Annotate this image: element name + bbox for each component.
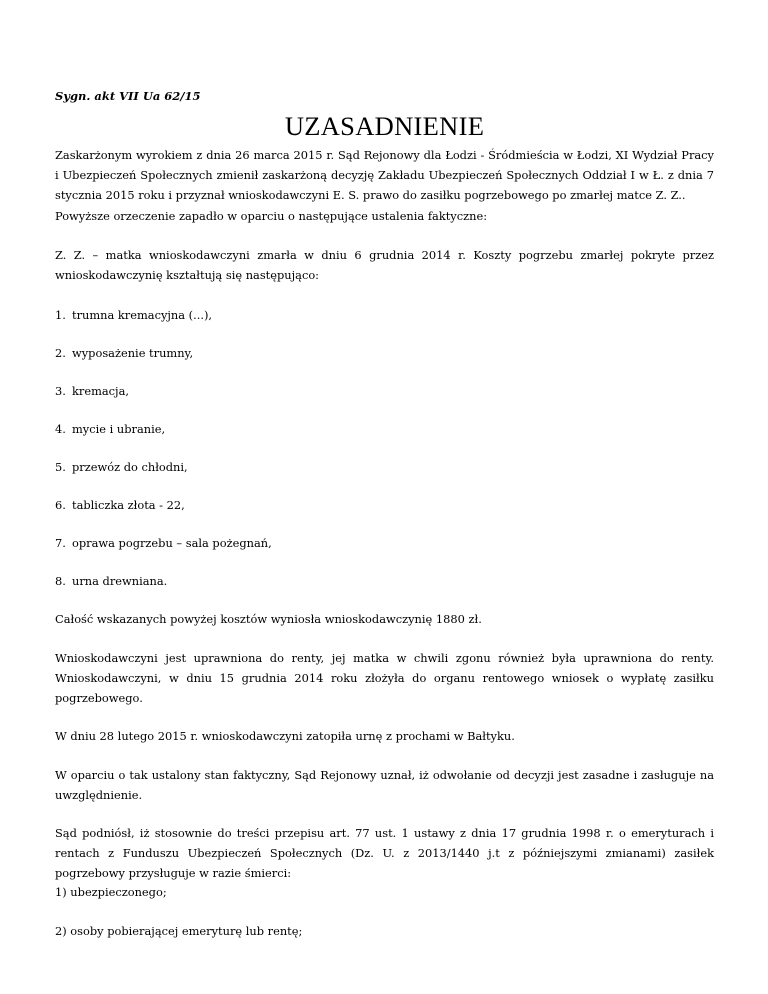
- list-item: [55, 305, 212, 325]
- list-item: [55, 419, 165, 439]
- case-signature: Sygn. akt VII Ua 62/15: [55, 89, 201, 103]
- list-item: [55, 343, 193, 363]
- list-item-text: kremacja,: [72, 384, 130, 398]
- list-item-text: mycie i ubranie,: [72, 422, 166, 436]
- list-item-number: 4.: [55, 422, 66, 436]
- case-item: 2) osoby pobierającej emeryturę lub rentę;: [55, 924, 303, 938]
- list-item: [55, 495, 185, 515]
- court-finding-paragraph: W oparciu o tak ustalony stan faktyczny, Sąd Rejonowy uznał, iż odwołanie od decyzji jest zasadne i zasługuje na uwzględnienie.: [55, 768, 714, 802]
- entitlement-paragraph: Wnioskodawczyni jest uprawniona do renty, jej matka w chwili zgonu również była uprawniona do renty. Wnioskodawczyni, w dniu 15 grudnia 2014 roku złożyła do organu rentowego wniosek o wypłatę zasiłku pogrzebowego.: [55, 651, 714, 705]
- list-item-text: urna drewniana.: [72, 574, 168, 588]
- list-item-number: 5.: [55, 460, 66, 474]
- intro-paragraph: Zaskarżonym wyrokiem z dnia 26 marca 2015 r. Sąd Rejonowy dla Łodzi - Śródmieścia w Łodzi, XI Wydział Pracy i Ubezpieczeń Społecznych zmienił zaskarżoną decyzję Zakładu Ubezpieczeń Społecznych Oddział I w Ł. z dnia 7 stycznia 2015 roku i przyznał wnioskodawczyni E. S. prawo do zasiłku pogrzebowego po zmarłej matce Z. Z..: [55, 148, 714, 202]
- list-item-number: 1.: [55, 308, 66, 322]
- list-item-text: oprawa pogrzebu – sala pożegnań,: [72, 536, 272, 550]
- case-item: 1) ubezpieczonego;: [55, 885, 167, 899]
- list-item-text: wyposażenie trumny,: [72, 346, 194, 360]
- legal-basis-paragraph: Sąd podniósł, iż stosownie do treści przepisu art. 77 ust. 1 ustawy z dnia 17 grudnia 1998 r. o emeryturach i rentach z Funduszu Ubezpieczeń Społecznych (Dz. U. z 2013/1440 j.t z późniejszymi zmianami) zasiłek pogrzebowy przysługuje w razie śmierci:: [55, 826, 714, 880]
- total-costs-paragraph: Całość wskazanych powyżej kosztów wyniosła wnioskodawczynię 1880 zł.: [55, 612, 482, 626]
- list-item-number: 6.: [55, 498, 66, 512]
- list-item-text: trumna kremacyjna (...),: [72, 308, 213, 322]
- list-item: [55, 457, 188, 477]
- list-item-number: 8.: [55, 574, 66, 588]
- findings-intro-paragraph: Powyższe orzeczenie zapadło w oparciu o następujące ustalenia faktyczne:: [55, 209, 488, 223]
- list-item-number: 2.: [55, 346, 66, 360]
- list-item: [55, 533, 272, 553]
- list-item-text: przewóz do chłodni,: [72, 460, 188, 474]
- urn-paragraph: W dniu 28 lutego 2015 r. wnioskodawczyni zatopiła urnę z prochami w Bałtyku.: [55, 729, 515, 743]
- document-title: UZASADNIENIE: [284, 111, 485, 141]
- list-item: [55, 571, 167, 591]
- list-item-number: 3.: [55, 384, 66, 398]
- costs-intro-paragraph: Z. Z. – matka wnioskodawczyni zmarła w dniu 6 grudnia 2014 r. Koszty pogrzebu zmarłej pokryte przez wnioskodawczynię kształtują się następująco:: [55, 248, 714, 282]
- list-item-text: tabliczka złota - 22,: [72, 498, 185, 512]
- list-item: [55, 381, 129, 401]
- list-item-number: 7.: [55, 536, 66, 550]
